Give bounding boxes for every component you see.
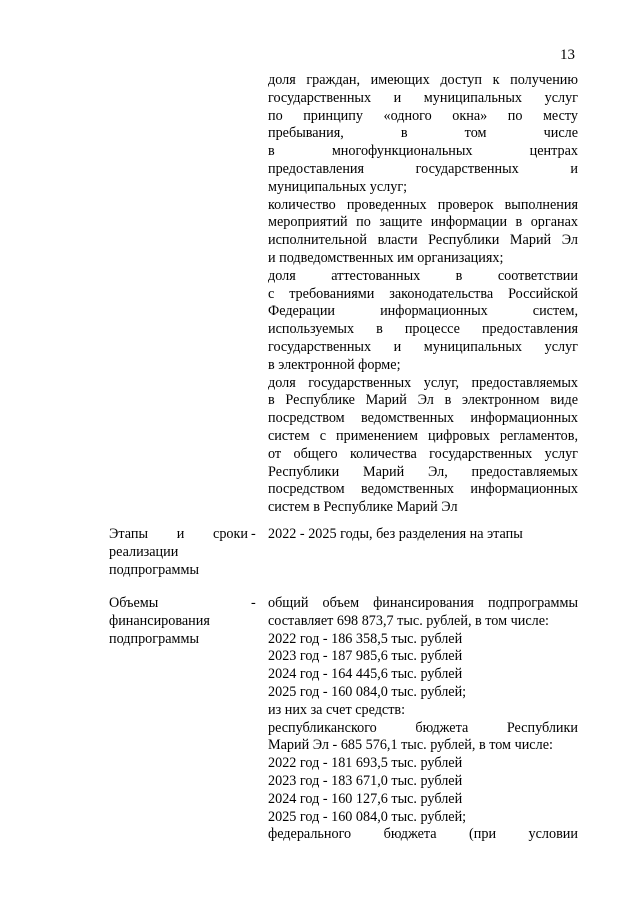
indicator-line: и подведомственных им организациях;: [268, 249, 504, 266]
page-number: 13: [560, 47, 575, 63]
funding-label-line: финансирования: [109, 612, 210, 629]
indicator-line: используемых в процессе предоставления: [268, 321, 578, 338]
indicator-line: пребывания, в том числе: [268, 125, 578, 142]
funding-line: 2023 год - 187 985,6 тыс. рублей: [268, 648, 463, 665]
funding-line: 2025 год - 160 084,0 тыс. рублей;: [268, 683, 467, 700]
funding-line: составляет 698 873,7 тыс. рублей, в том числе:: [268, 612, 549, 629]
funding-line: Марий Эл - 685 576,1 тыс. рублей, в том числе:: [268, 737, 553, 754]
indicator-line: муниципальных услуг;: [268, 178, 408, 195]
funding-line: 2024 год - 160 127,6 тыс. рублей: [268, 790, 463, 807]
funding-label-line: подпрограммы: [109, 630, 199, 647]
indicator-line: мероприятий по защите информации в органах: [268, 214, 578, 231]
funding-line: республиканского бюджета Республики: [268, 719, 578, 736]
indicator-line: предоставления государственных и: [268, 160, 578, 177]
stages-label-line: реализации: [109, 543, 179, 560]
stages-dash: -: [251, 526, 256, 542]
indicator-line: в Республике Марий Эл в электронном виде: [268, 392, 578, 409]
indicator-line: Федерации информационных систем,: [268, 303, 578, 320]
stages-label: [109, 526, 248, 579]
indicator-line: доля государственных услуг, предоставляемых: [268, 374, 578, 391]
stages-label-word: и: [176, 526, 185, 542]
indicator-line: государственных и муниципальных услуг: [268, 89, 578, 106]
indicator-line: государственных и муниципальных услуг: [268, 338, 578, 355]
stages-value: 2022 - 2025 годы, без разделения на этапы: [268, 526, 523, 542]
indicator-line: от общего количества государственных услуг: [268, 445, 578, 462]
indicator-line: в многофункциональных центрах: [268, 143, 578, 160]
indicator-line: исполнительной власти Республики Марий Эл: [268, 232, 578, 249]
indicator-line: с требованиями законодательства Российской: [268, 285, 578, 302]
funding-line: 2022 год - 186 358,5 тыс. рублей: [268, 630, 463, 647]
funding-label-line: Объемы: [109, 595, 159, 611]
indicator-line: по принципу «одного окна» по месту: [268, 107, 578, 124]
indicator-line: Республики Марий Эл, предоставляемых: [268, 463, 578, 480]
funding-line: федерального бюджета (при условии: [268, 826, 578, 843]
funding-line: 2023 год - 183 671,0 тыс. рублей: [268, 772, 463, 789]
indicator-line: количество проведенных проверок выполнения: [268, 196, 578, 213]
indicator-line: посредством ведомственных информационных: [268, 481, 578, 498]
indicator-line: систем в Республике Марий Эл: [268, 499, 458, 516]
funding-line: общий объем финансирования подпрограммы: [268, 595, 578, 611]
funding-line: из них за счет средств:: [268, 701, 406, 718]
indicators-text: [268, 72, 578, 517]
indicator-line: систем с применением цифровых регламентов,: [268, 427, 578, 444]
funding-text: [268, 595, 578, 844]
indicator-line: доля аттестованных в соответствии: [268, 267, 578, 284]
funding-dash: -: [251, 595, 256, 611]
indicator-line: в электронной форме;: [268, 356, 401, 373]
funding-line: 2025 год - 160 084,0 тыс. рублей;: [268, 808, 467, 825]
indicator-line: доля граждан, имеющих доступ к получению: [268, 72, 578, 88]
funding-line: 2024 год - 164 445,6 тыс. рублей: [268, 666, 463, 683]
stages-label-line: подпрограммы: [109, 561, 199, 578]
stages-label-line: [109, 526, 248, 544]
stages-label-word: сроки: [213, 526, 248, 542]
indicator-line: посредством ведомственных информационных: [268, 410, 578, 427]
stages-label-word: Этапы: [109, 526, 148, 542]
funding-line: 2022 год - 181 693,5 тыс. рублей: [268, 755, 463, 772]
funding-label: [109, 595, 248, 648]
